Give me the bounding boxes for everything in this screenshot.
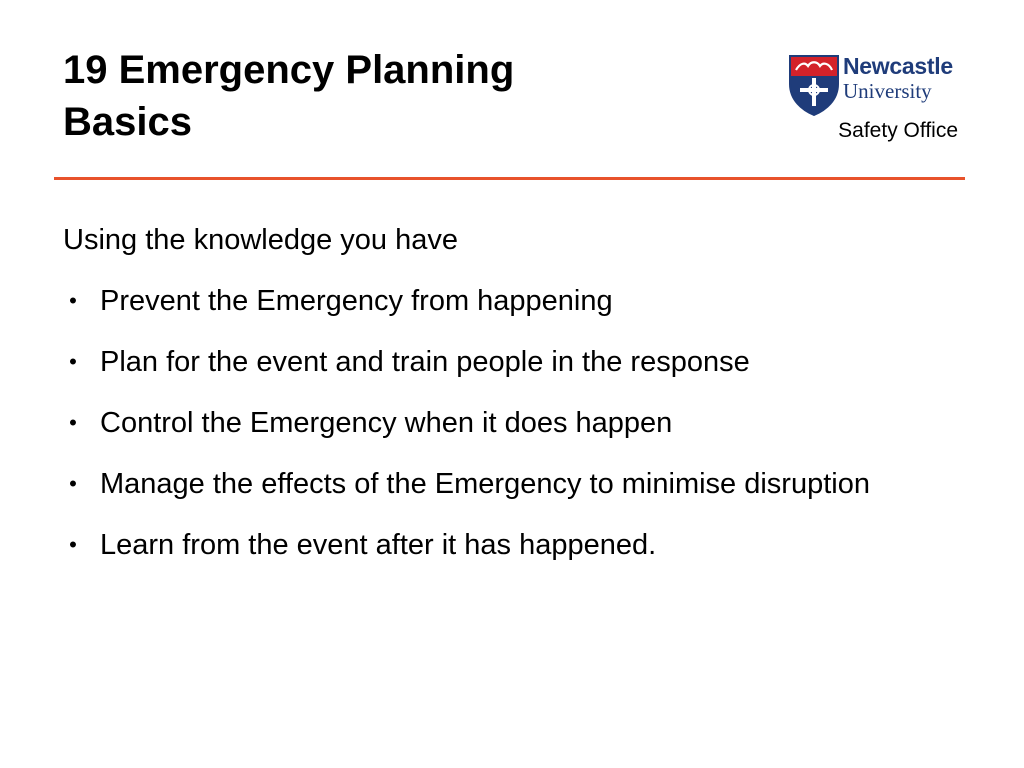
bullet-icon: • [69,288,77,313]
slide-body [63,222,943,588]
office-label: Safety Office [838,119,958,142]
intro-text: Using the knowledge you have [63,224,458,256]
bullet-list [63,283,943,563]
list-item-text: Manage the effects of the Emergency to minimise disruption [100,468,870,500]
bullet-icon: • [69,410,77,435]
list-item-text: Plan for the event and train people in the response [100,346,750,378]
wordmark-line-2: University [843,79,932,103]
list-item [63,405,943,441]
list-item-text: Prevent the Emergency from happening [100,285,613,317]
bullet-icon: • [69,349,77,374]
list-item [63,344,943,380]
list-item [63,466,870,502]
list-item [63,283,943,319]
list-item-text: Learn from the event after it has happened. [100,529,657,561]
slide-title-line-1: 19 Emergency Planning [63,48,515,92]
slide-title-line-2: Basics [63,100,192,144]
bullet-icon: • [69,532,77,557]
university-crest-icon [788,54,840,116]
slide-title [63,44,703,148]
bullet-icon: • [69,471,77,496]
list-item-text: Control the Emergency when it does happen [100,407,673,439]
wordmark-line-1: Newcastle [843,53,953,79]
list-item [63,527,943,563]
header-divider [54,177,965,180]
university-wordmark [843,54,973,103]
newcastle-university-logo [788,54,972,116]
